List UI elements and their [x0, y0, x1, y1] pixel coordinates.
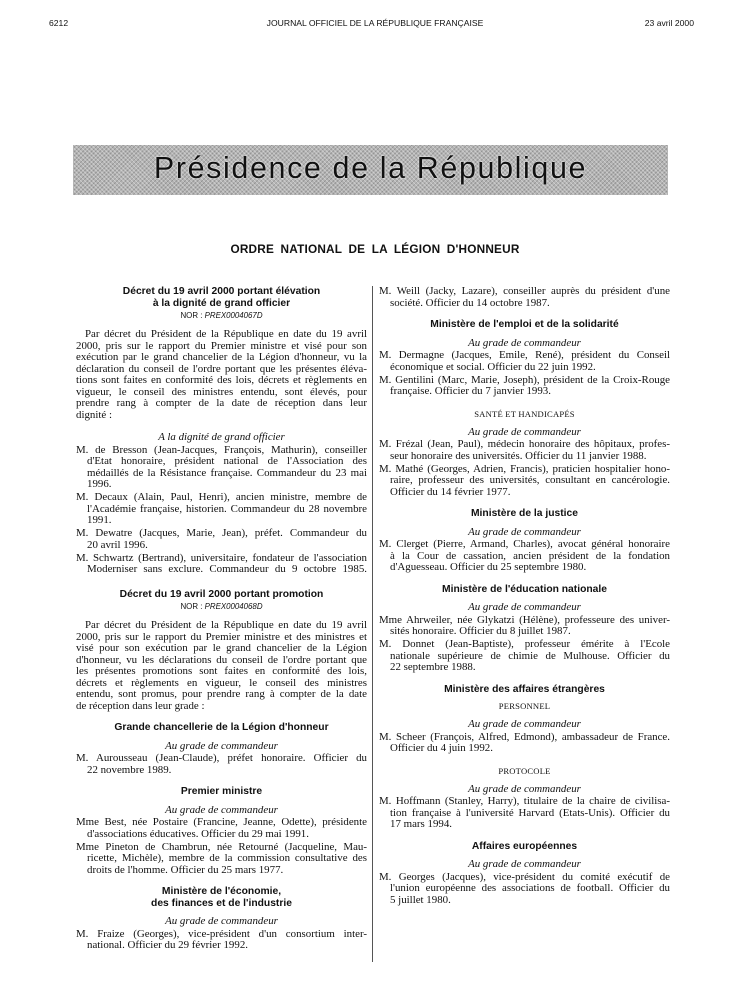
- body-line: d'honneur, vu les déclarations du conseil de l'ordre portant que: [76, 653, 367, 666]
- body-line: 2000, pris sur le rapport du Premier ministre et visé pour son: [76, 339, 367, 352]
- section-premier-ministre: [76, 786, 367, 876]
- entry-line: ricette, Michèle), membre de la commission consultative des: [87, 852, 367, 864]
- entry-line: l'union européenne des associations de football. Officier du: [390, 882, 670, 894]
- list-item: [379, 464, 670, 499]
- entry-line: Officier du 4 juin 1992.: [390, 742, 493, 754]
- entry-line: 20 avril 1996.: [87, 538, 148, 551]
- journal-title: JOURNAL OFFICIEL DE LA RÉPUBLIQUE FRANÇAISE: [266, 18, 484, 28]
- body-line: de réception dans leur grade :: [76, 699, 205, 712]
- entry-line: Officier du 14 février 1977.: [390, 485, 511, 498]
- nor-reference: [76, 601, 367, 612]
- grade-heading: Au grade de commandeur: [468, 601, 581, 613]
- decree-promotion: [76, 589, 367, 952]
- decree-title-line: à la dignité de grand officier: [152, 297, 291, 309]
- section-heading: Premier ministre: [180, 786, 263, 797]
- entry-line: M. Clerget (Pierre, Armand, Charles), avocat général honoraire: [379, 538, 670, 550]
- entry-line: d'Aguesseau. Officier du 25 septembre 1980.: [390, 561, 587, 573]
- entry-line: française. Officier du 7 janvier 1993.: [390, 385, 551, 397]
- nor-label: NOR :: [180, 602, 203, 611]
- entry-line: M. Decaux (Alain, Paul, Henri), ancien ministre, membre de: [76, 491, 367, 503]
- decree-body: [76, 620, 367, 712]
- entry-line: 1996.: [87, 478, 112, 490]
- list-item: [76, 445, 367, 491]
- section-heading: Ministère de l'emploi et de la solidarité: [430, 319, 619, 330]
- entry-line: M. Fraize (Georges), vice-président d'un consortium inter-: [76, 927, 367, 940]
- entry-line: sités honoraire. Officier du 8 juillet 1987.: [390, 625, 571, 637]
- entry-line: 22 septembre 1988.: [390, 661, 476, 673]
- section-heading: Affaires européennes: [471, 840, 578, 852]
- nor-code: PREX0004068D: [204, 602, 263, 611]
- entry-line: M. Scheer (François, Alfred, Edmond), ambassadeur de France.: [379, 730, 670, 743]
- entry-line: tion française à l'université Harvard (Etats-Unis). Officier du: [390, 806, 670, 819]
- order-title: ORDRE NATIONAL DE LA LÉGION D'HONNEUR: [230, 242, 520, 256]
- nor-reference: [76, 310, 367, 321]
- entry-line: l'Académie française, historien. Commandeur du 28 novembre: [87, 502, 367, 515]
- nor-label: NOR :: [180, 311, 203, 320]
- body-line: les présentes promotions sont faites en conformité des lois,: [76, 665, 367, 677]
- entry-line: M. Weill (Jacky, Lazare), conseiller auprès du président d'une: [379, 285, 670, 297]
- entry-line: national. Officier du 29 février 1992.: [87, 939, 248, 951]
- entry-line: M. Georges (Jacques), vice-président du comité exécutif de: [379, 870, 670, 883]
- body-line: visé pour son exécution par le grand chancelier de la Légion: [76, 642, 367, 654]
- body-line: Par décret du Président de la République en date du 19 avril: [85, 328, 367, 340]
- body-line: entendu, sont promus, pour prendre rang à compter de la date: [76, 688, 367, 700]
- entry-line: d'associations éducatives. Officier du 29 mai 1991.: [87, 827, 309, 840]
- body-line: prendre rang à compter de la date de réception dans leur: [76, 397, 367, 409]
- entry-line: 17 mars 1994.: [390, 818, 453, 830]
- list-item: [76, 553, 367, 576]
- entry-line: nationale supérieure de chimie de Mulhouse. Officier du: [390, 649, 670, 662]
- section-ministere-justice: [379, 508, 670, 574]
- entry-line: 22 novembre 1989.: [87, 763, 172, 776]
- entry-line: société. Officier du 14 octobre 1987.: [390, 296, 550, 309]
- entry-line: seur honoraire des universités. Officier du 11 janvier 1988.: [390, 449, 647, 462]
- entry-line: M. Donnet (Jean-Baptiste), professeur émérite à l'Ecole: [379, 638, 670, 650]
- grade-heading: A la dignité de grand officier: [158, 431, 285, 443]
- body-line: exécution par le grand chancelier de la Légion d'honneur, vu la: [76, 351, 367, 363]
- entry-line: économique et social. Officier du 22 juin 1992.: [390, 360, 596, 373]
- list-item: [379, 796, 670, 831]
- entry-line: à la Cour de cassation, ancien président de la fondation: [390, 549, 670, 562]
- section-ministere-economie: [76, 886, 367, 952]
- grade-heading: Au grade de commandeur: [165, 739, 278, 752]
- section-affaires-europeennes: [379, 841, 670, 907]
- list-item: [76, 753, 367, 776]
- entry-line: M. Dermagne (Jacques, Emile, René), président du Conseil: [379, 349, 670, 361]
- entry-line: médaillés de la Résistance française. Commandeur du 23 mai: [87, 466, 367, 479]
- entry-line: 1991.: [87, 514, 112, 526]
- grade-heading: Au grade de commandeur: [468, 858, 581, 870]
- section-heading: Ministère de l'éducation nationale: [442, 583, 607, 595]
- list-item: [379, 375, 670, 398]
- list-item: [379, 732, 670, 755]
- grade-heading: Au grade de commandeur: [468, 782, 581, 795]
- subsection-label: SANTÉ ET HANDICAPÉS: [474, 408, 575, 419]
- section-ministere-emploi: [379, 319, 670, 498]
- subsection-label: PERSONNEL: [498, 701, 551, 711]
- section-heading: des finances et de l'industrie: [151, 897, 292, 909]
- issue-date: 23 avril 2000: [644, 18, 694, 28]
- grade-heading: Au grade de commandeur: [165, 915, 278, 927]
- body-line: décrets et règlements en vigueur, le conseil des ministres: [76, 676, 367, 689]
- body-line: 2000, pris sur le rapport du Premier ministre et des ministres et: [76, 630, 367, 643]
- section-heading: Ministère de la justice: [470, 508, 578, 519]
- list-item: [76, 842, 367, 877]
- list-item: [76, 492, 367, 527]
- section-affaires-etrangeres: [379, 684, 670, 831]
- list-item: [379, 286, 670, 309]
- entry-line: M. Mathé (Georges, Adrien, Francis), praticien hospitalier hono-: [379, 462, 670, 475]
- section-heading: Ministère des affaires étrangères: [444, 683, 605, 695]
- body-line: déclaration du conseil de l'ordre portant que les présentes éléva-: [76, 362, 367, 375]
- entry-line: M. Hoffmann (Stanley, Harry), titulaire de la chaire de civilisa-: [379, 795, 670, 807]
- entry-line: 5 juillet 1980.: [390, 893, 451, 906]
- list-item: [379, 539, 670, 574]
- section-grande-chancellerie: [76, 722, 367, 776]
- grade-heading: Au grade de commandeur: [468, 425, 581, 438]
- body-line: dignité :: [76, 408, 112, 421]
- section-banner: [73, 145, 668, 195]
- left-column: [76, 286, 367, 952]
- entry-line: M. de Bresson (Jean-Jacques, François, Mathurin), conseiller: [76, 443, 367, 456]
- section-ministere-education: [379, 584, 670, 674]
- entry-line: M. Gentilini (Marc, Marie, Joseph), président de la Croix-Rouge: [379, 373, 670, 386]
- entry-line: M. Dewatre (Jacques, Marie, Jean), préfet. Commandeur du: [76, 527, 367, 539]
- entry-line: M. Schwartz (Bertrand), universitaire, fondateur de l'association: [76, 551, 367, 564]
- right-column: [379, 286, 670, 906]
- grade-heading: Au grade de commandeur: [468, 718, 581, 730]
- entry-line: Mme Best, née Postaire (Francine, Jeanne, Odette), présidente: [76, 816, 367, 828]
- list-item: [76, 817, 367, 840]
- entry-line: Moderniser sans exclure. Commandeur du 9 octobre 1985.: [87, 563, 367, 575]
- entry-line: M. Aurousseau (Jean-Claude), préfet honoraire. Officier du: [76, 752, 367, 764]
- entry-line: raire, professeur des universités, consultant en cancérologie.: [390, 474, 670, 486]
- decree-title-line: Décret du 19 avril 2000 portant élévation: [122, 286, 321, 297]
- nor-code: PREX0004067D: [204, 311, 263, 320]
- list-item: [76, 528, 367, 551]
- subsection-label: PROTOCOLE: [498, 765, 551, 776]
- list-item: [379, 615, 670, 638]
- section-heading: Grande chancellerie de la Légion d'honneur: [114, 722, 329, 733]
- entry-line: d'Etat honoraire, président national de l'Association des: [87, 455, 367, 467]
- entry-line: M. Frézal (Jean, Paul), médecin honoraire des hôpitaux, profes-: [379, 438, 670, 450]
- body-line: tions sont faites en conformité des lois, décrets et règlements en: [76, 374, 367, 386]
- grade-heading: Au grade de commandeur: [468, 336, 581, 349]
- section-heading: Ministère de l'économie,: [161, 886, 282, 897]
- decree-title-line: Décret du 19 avril 2000 portant promotion: [119, 588, 324, 600]
- decree-body: [76, 329, 367, 421]
- entry-line: droits de l'homme. Officier du 25 mars 1977.: [87, 863, 284, 876]
- grade-heading: Au grade de commandeur: [165, 803, 278, 816]
- list-item: [76, 929, 367, 952]
- banner-title: Présidence de la République: [153, 151, 588, 185]
- grade-heading: Au grade de commandeur: [468, 525, 581, 538]
- body-line: vigueur, le conseil des ministres entendu, sont élevés, pour: [76, 385, 367, 398]
- page-number: 6212: [49, 18, 69, 28]
- entry-line: Mme Pineton de Chambrun, née Retourné (Jacqueline, Mau-: [76, 840, 367, 853]
- column-divider: [372, 286, 373, 962]
- list-item: [379, 439, 670, 462]
- list-item: [379, 639, 670, 674]
- decree-elevation: [76, 286, 367, 576]
- list-item: [379, 350, 670, 373]
- body-line: Par décret du Président de la République en date du 19 avril: [85, 619, 367, 631]
- entry-line: Mme Ahrweiler, née Glykatzi (Hélène), professeure des univer-: [379, 613, 670, 626]
- list-item: [379, 872, 670, 907]
